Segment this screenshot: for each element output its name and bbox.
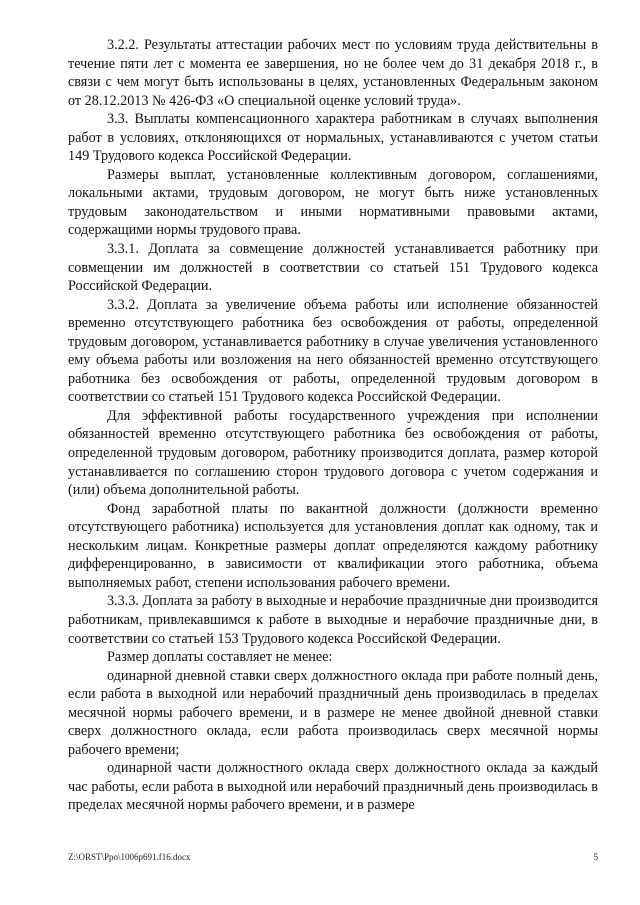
paragraph-3-2-2: 3.2.2. Результаты аттестации рабочих мест по условиям труда действительны в течение пяти лет с момента ее завершения, но не более чем до 31 декабря 2018 г., в связи с чем могут быть использованы в целях, установленных Федеральным законом от 28.12.2013 № 426-ФЗ «О специальной оценке условий труда». bbox=[68, 37, 598, 109]
paragraph-payroll-fund: Фонд заработной платы по вакантной должности (должности временно отсутствующего работника) используется для установления доплат как одному, так и нескольким лицам. Конкретные размеры доплат определяются каждому работнику дифференцированно, в зависимости от квалификации этого работника, объема выполняемых работ, степени использования рабочего времени. bbox=[68, 500, 598, 591]
paragraph-effective-work: Для эффективной работы государственного учреждения при исполнении обязанностей временно отсутствующего работника без освобождения от работы, определенной трудовым договором, работнику производится доплата, размер которой устанавливается по соглашению сторон трудового договора с учетом содержания и (или) объема дополнительной работы. bbox=[68, 407, 598, 499]
paragraph-3-3: 3.3. Выплаты компенсационного характера работникам в случаях выполнения работ в условиях, отклоняющихся от нормальных, устанавливаются с учетом статьи 149 Трудового кодекса Российской Федерации. bbox=[68, 111, 598, 165]
paragraph-payment-minimum: Размер доплаты составляет не менее: bbox=[107, 649, 333, 666]
document-body bbox=[68, 36, 598, 815]
paragraph-3-3-2: 3.3.2. Доплата за увеличение объема работы или исполнение обязанностей временно отсутствующего работника без освобождения от работы, определенной трудовым договором, устанавливается работнику в случае увеличения установленного ему объема работы или возложения на него обязанностей временно отсутствующего работника без освобождения от работы, определенной трудовым договором в соответствии со статьей 151 Трудового кодекса Российской Федерации. bbox=[68, 296, 598, 406]
paragraph-single-hourly-part: одинарной части должностного оклада сверх должностного оклада за каждый час работы, если работа в выходной или нерабочий праздничный день производилась в пределах месячной нормы рабочего времени, и в размере bbox=[68, 760, 598, 814]
paragraph-3-3-1: 3.3.1. Доплата за совмещение должностей устанавливается работнику при совмещении им должностей в соответствии со статьей 151 Трудового кодекса Российской Федерации. bbox=[68, 241, 598, 295]
paragraph-payment-sizes: Размеры выплат, установленные коллективным договором, соглашениями, локальными актами, трудовым договором, не могут быть ниже установленных трудовым законодательством и иными нормативными правовыми актами, содержащими нормы трудового права. bbox=[68, 166, 598, 239]
page-number: 5 bbox=[593, 852, 598, 862]
paragraph-3-3-3: 3.3.3. Доплата за работу в выходные и нерабочие праздничные дни производится работникам, привлекавшимся к работе в выходные и нерабочие праздничные дни, в соответствии со статьей 153 Трудового кодекса Российской Федерации. bbox=[68, 593, 598, 647]
footer-file-path: Z:\ORST\Ppo\1006p691.f16.docx bbox=[68, 852, 191, 862]
paragraph-single-daily-rate: одинарной дневной ставки сверх должностного оклада при работе полный день, если работа в выходной или нерабочий праздничный день производилась в пределах месячной нормы рабочего времени, и в размере не менее двойной дневной ставки сверх должностного оклада, если работа производилась сверх месячной нормы рабочего времени; bbox=[68, 667, 598, 758]
